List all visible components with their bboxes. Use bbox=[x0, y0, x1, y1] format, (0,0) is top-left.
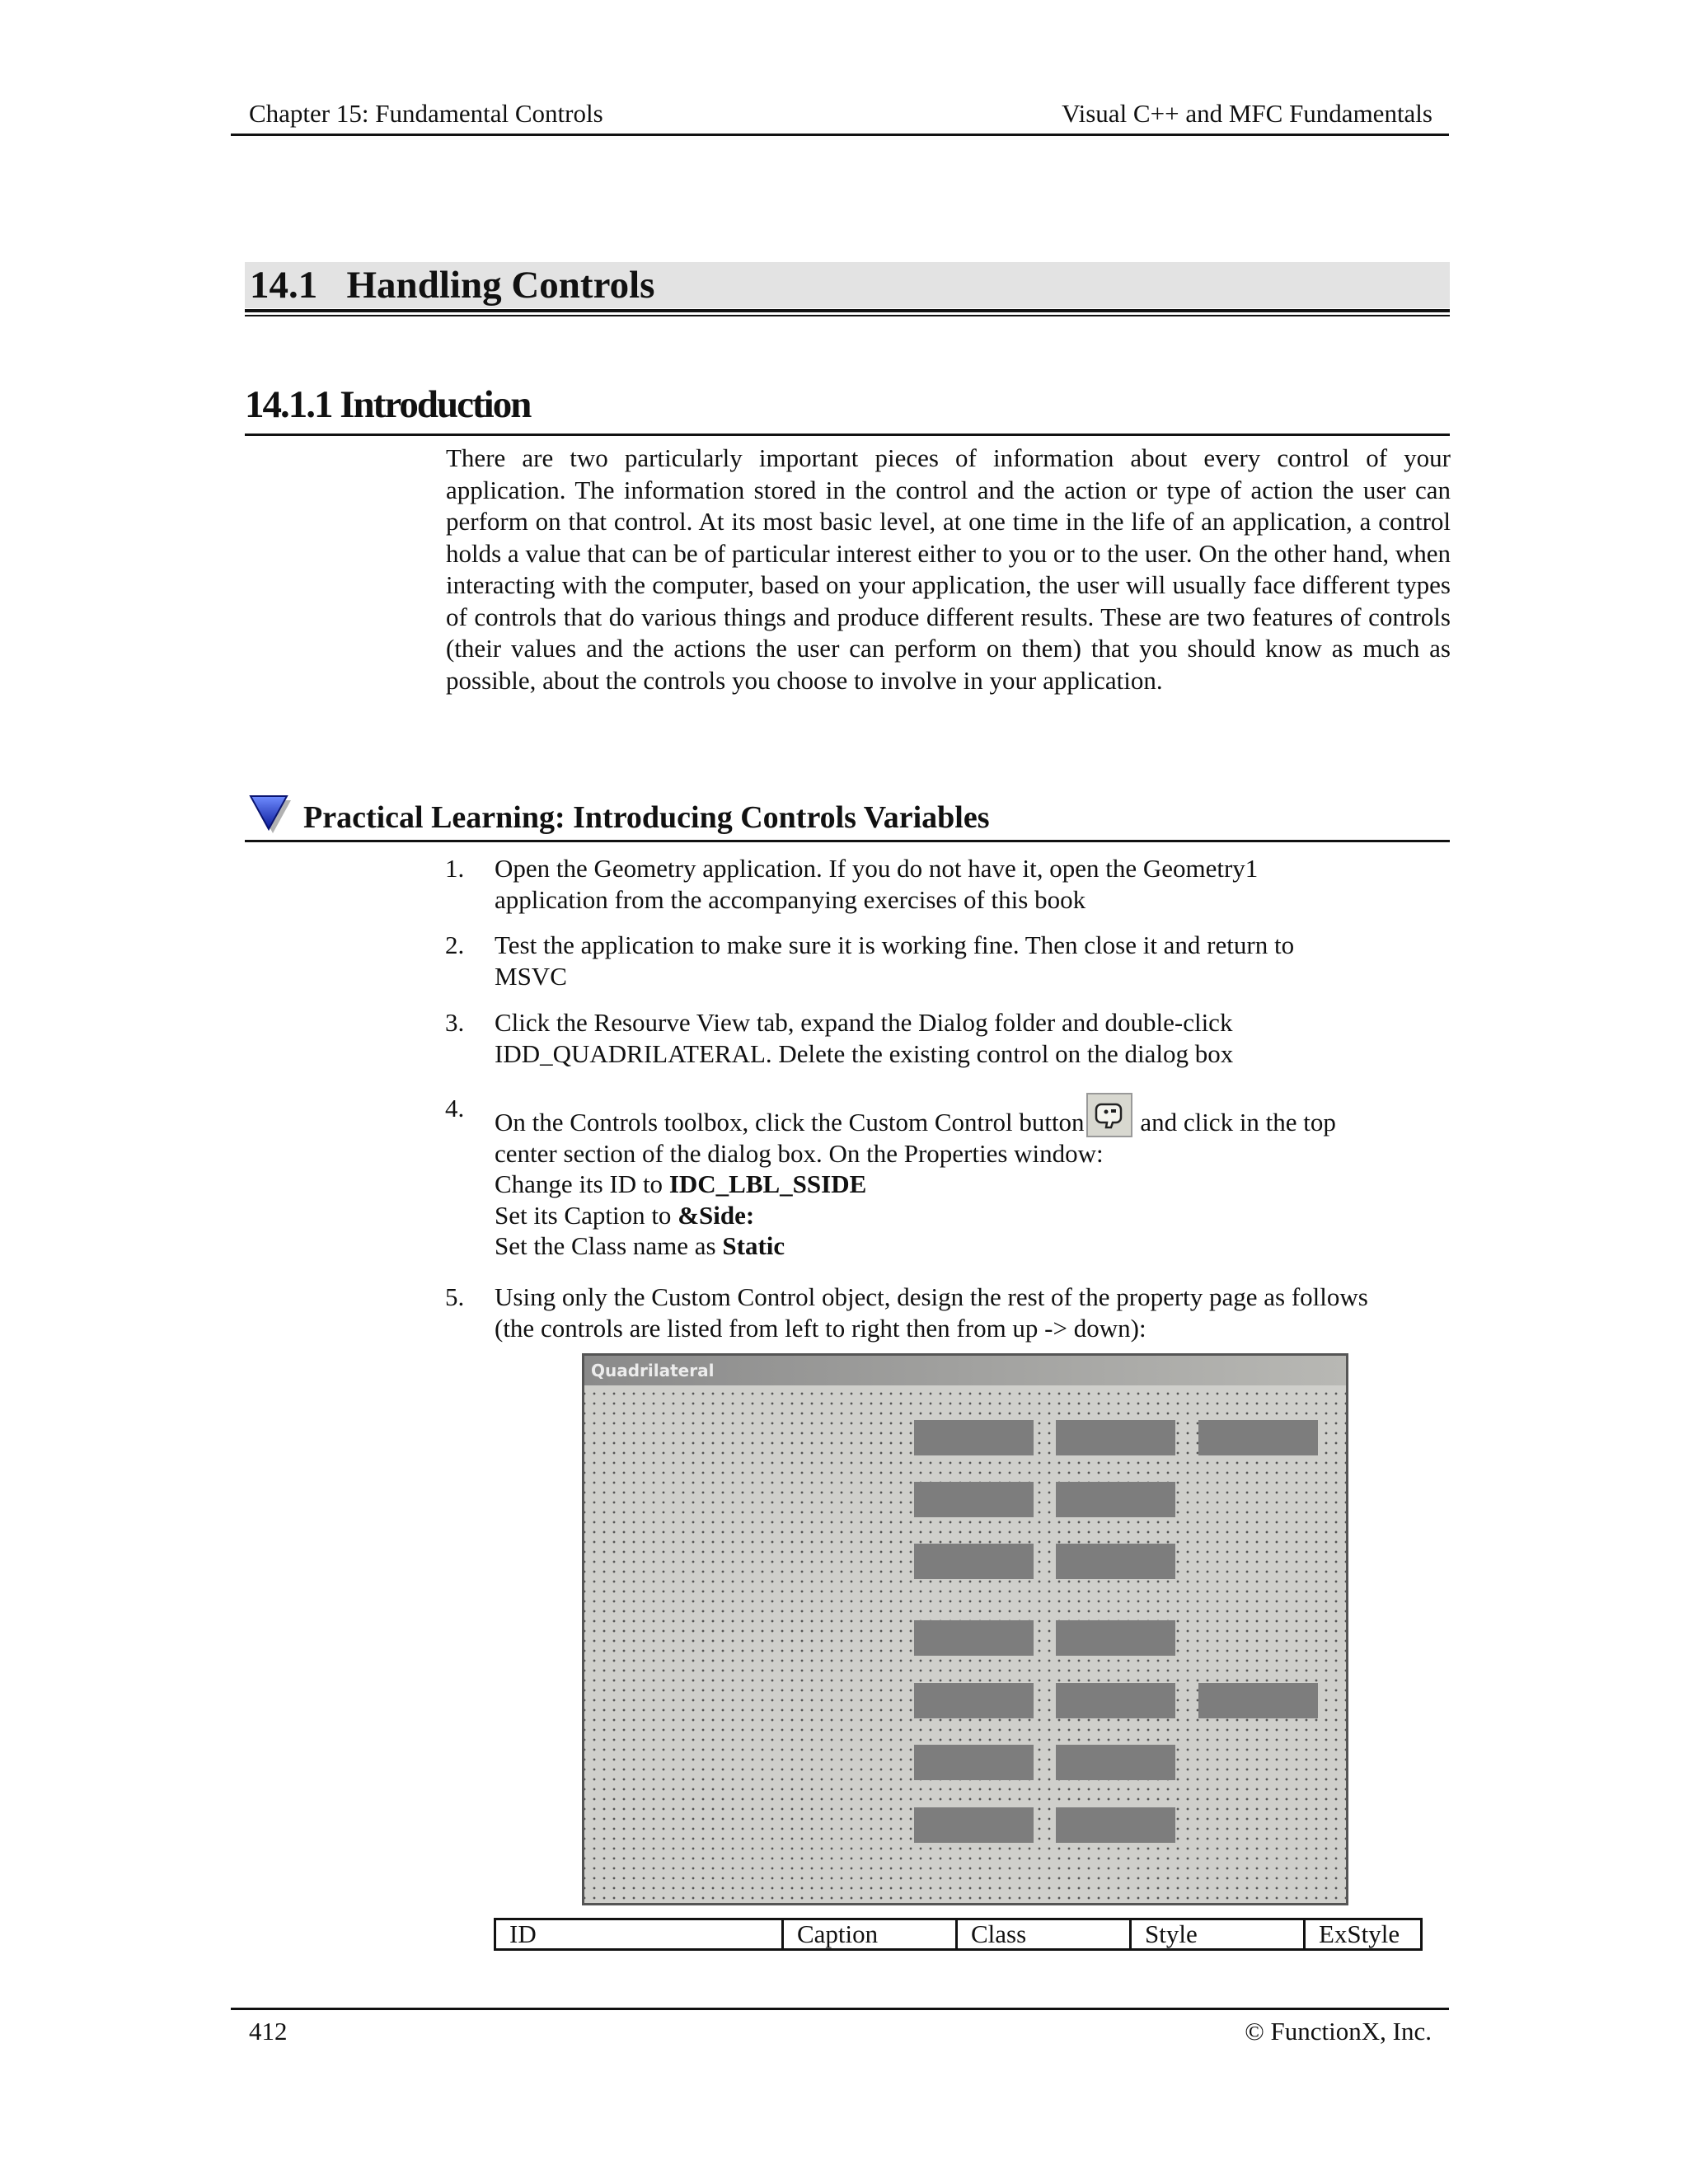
step-text-line: Test the application to make sure it is working fine. Then close it and return to bbox=[495, 930, 1295, 959]
dialog-title-bar: Quadrilateral bbox=[584, 1356, 1346, 1385]
custom-control-placeholder bbox=[914, 1620, 1034, 1656]
step-number: 3. bbox=[445, 1008, 465, 1037]
subsection-rule bbox=[245, 434, 1450, 436]
step-number: 1. bbox=[445, 854, 465, 883]
custom-control-placeholder bbox=[1056, 1745, 1175, 1780]
custom-control-placeholder bbox=[1056, 1544, 1175, 1579]
custom-control-placeholder bbox=[1056, 1620, 1175, 1656]
custom-control-icon bbox=[1086, 1093, 1132, 1137]
footer-rule bbox=[231, 2008, 1449, 2010]
step-4-text-start: On the Controls toolbox, click the Custom Control button bbox=[495, 1108, 1085, 1137]
step-text-line: Open the Geometry application. If you do not have it, open the Geometry1 bbox=[495, 854, 1259, 883]
property-value: &Side: bbox=[678, 1200, 755, 1230]
step-5 bbox=[445, 1282, 1368, 1343]
triangle-down-icon bbox=[249, 793, 292, 834]
step-text-line: Click the Resourve View tab, expand the Dialog folder and double-click bbox=[495, 1008, 1233, 1037]
table-header-row bbox=[495, 1919, 1422, 1950]
step-3 bbox=[445, 1007, 1234, 1069]
step-text-line: application from the accompanying exercises of this book bbox=[495, 884, 1086, 914]
custom-control-placeholder bbox=[914, 1544, 1034, 1579]
practical-learning-title: Practical Learning: Introducing Controls Variables bbox=[303, 800, 990, 835]
custom-control-placeholder bbox=[1198, 1420, 1318, 1455]
section-rule-thin bbox=[245, 315, 1450, 316]
step-2 bbox=[445, 930, 1295, 991]
step-number: 2. bbox=[445, 930, 465, 959]
step-text-line bbox=[495, 1093, 1336, 1138]
custom-control-placeholder bbox=[914, 1807, 1034, 1843]
custom-control-placeholder bbox=[1056, 1420, 1175, 1455]
property-label: Change its ID to bbox=[495, 1169, 669, 1198]
property-caption-line bbox=[495, 1200, 1336, 1231]
custom-control-placeholder bbox=[1056, 1482, 1175, 1517]
section-heading: 14.1 Handling Controls bbox=[245, 262, 1450, 308]
property-value: IDC_LBL_SSIDE bbox=[668, 1169, 867, 1198]
section-rule bbox=[245, 309, 1450, 312]
step-4-text-end: and click in the top bbox=[1140, 1108, 1336, 1137]
step-text-line: IDD_QUADRILATERAL. Delete the existing control on the dialog box bbox=[495, 1038, 1234, 1068]
table-header-cell: Class bbox=[957, 1919, 1131, 1950]
practical-learning-rule bbox=[245, 840, 1450, 842]
custom-control-placeholder bbox=[1056, 1807, 1175, 1843]
step-text-line: MSVC bbox=[495, 961, 567, 991]
controls-table bbox=[494, 1918, 1423, 1951]
custom-control-placeholder bbox=[914, 1745, 1034, 1780]
subsection-heading: 14.1.1 Introduction bbox=[245, 383, 531, 426]
step-4 bbox=[445, 1093, 1336, 1262]
step-text-line: center section of the dialog box. On the Properties window: bbox=[495, 1138, 1104, 1168]
custom-control-placeholder bbox=[914, 1482, 1034, 1517]
table-header-cell: ID bbox=[495, 1919, 783, 1950]
footer-copyright: © FunctionX, Inc. bbox=[1245, 2017, 1432, 2046]
header-book-title: Visual C++ and MFC Fundamentals bbox=[1062, 99, 1432, 128]
step-number: 5. bbox=[445, 1282, 465, 1311]
custom-control-placeholder bbox=[1056, 1683, 1175, 1718]
table-header-cell: Style bbox=[1131, 1919, 1305, 1950]
table-header-cell: ExStyle bbox=[1305, 1919, 1422, 1950]
custom-control-placeholder bbox=[914, 1420, 1034, 1455]
custom-control-placeholder bbox=[1198, 1683, 1318, 1718]
step-text-line: Using only the Custom Control object, design the rest of the property page as follows bbox=[495, 1282, 1368, 1311]
property-class-line bbox=[495, 1230, 1336, 1262]
step-text-line: (the controls are listed from left to right then from up -> down): bbox=[495, 1313, 1146, 1343]
header-chapter: Chapter 15: Fundamental Controls bbox=[249, 99, 603, 128]
intro-paragraph: There are two particularly important pieces of information about every control of your application. The information stored in the control and the action or type of action the user can perform on that control. At its most basic level, at one time in the life of an application, a control holds a value that can be of particular interest either to you or to the user. On the other hand, when interacting with the computer, based on your application, the user will usually face different types of controls that do various things and produce different results. These are two features of controls (their values and the actions the user can perform on them) that you should know as much as possible, about the controls you choose to involve in your application. bbox=[446, 443, 1451, 695]
dialog-screenshot bbox=[582, 1353, 1348, 1905]
property-id-line bbox=[495, 1169, 1336, 1200]
step-number: 4. bbox=[445, 1094, 465, 1122]
property-value: Static bbox=[722, 1231, 785, 1260]
page-number: 412 bbox=[249, 2017, 288, 2046]
step-1 bbox=[445, 853, 1259, 915]
custom-control-placeholder bbox=[914, 1683, 1034, 1718]
running-header bbox=[231, 99, 1449, 136]
property-label: Set its Caption to bbox=[495, 1200, 678, 1230]
table-header-cell: Caption bbox=[783, 1919, 957, 1950]
property-label: Set the Class name as bbox=[495, 1231, 723, 1260]
